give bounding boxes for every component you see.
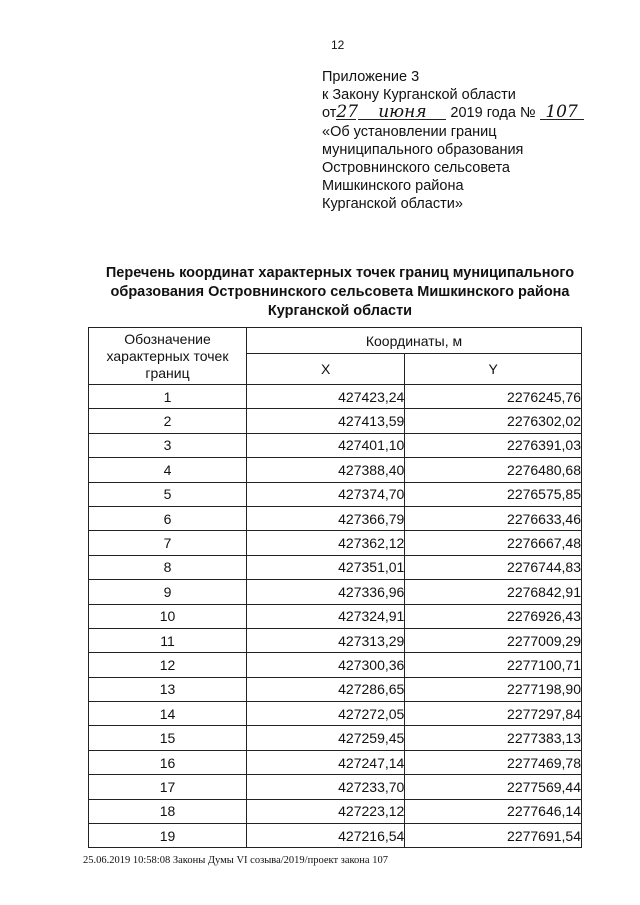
table-row bbox=[89, 409, 582, 433]
table-row bbox=[89, 458, 582, 482]
y-coordinate-cell: 2276667,48 bbox=[405, 531, 582, 555]
header-y: Y bbox=[405, 354, 582, 385]
table-row bbox=[89, 677, 582, 701]
annex-date-line bbox=[322, 104, 584, 122]
y-coordinate-cell: 2276391,03 bbox=[405, 433, 582, 457]
point-number-cell: 19 bbox=[89, 824, 247, 848]
table-row bbox=[89, 604, 582, 628]
x-coordinate-cell: 427247,14 bbox=[247, 750, 405, 774]
table-row bbox=[89, 385, 582, 409]
page-number: 12 bbox=[331, 38, 345, 52]
title-line: Курганской области bbox=[267, 303, 413, 319]
y-coordinate-cell: 2276575,85 bbox=[405, 482, 582, 506]
x-coordinate-cell: 427413,59 bbox=[247, 409, 405, 433]
x-coordinate-cell: 427313,29 bbox=[247, 628, 405, 652]
table-row bbox=[89, 555, 582, 579]
point-number-cell: 7 bbox=[89, 531, 247, 555]
point-number-cell: 15 bbox=[89, 726, 247, 750]
header-coordinates: Координаты, м bbox=[247, 328, 582, 354]
table-row bbox=[89, 775, 582, 799]
x-coordinate-cell: 427216,54 bbox=[247, 824, 405, 848]
y-coordinate-cell: 2276302,02 bbox=[405, 409, 582, 433]
date-year: 2019 года № bbox=[450, 105, 536, 122]
document-title bbox=[60, 264, 620, 321]
x-coordinate-cell: 427233,70 bbox=[247, 775, 405, 799]
table-row bbox=[89, 506, 582, 530]
y-coordinate-cell: 2277100,71 bbox=[405, 653, 582, 677]
point-number-cell: 1 bbox=[89, 385, 247, 409]
law-title-line: муниципального образования bbox=[322, 141, 524, 158]
coordinates-table bbox=[88, 327, 582, 848]
point-number-cell: 4 bbox=[89, 458, 247, 482]
x-coordinate-cell: 427259,45 bbox=[247, 726, 405, 750]
footer-stamp: 25.06.2019 10:58:08 Законы Думы VI созыва/2019/проект закона 107 bbox=[83, 855, 388, 866]
y-coordinate-cell: 2277009,29 bbox=[405, 628, 582, 652]
table-row bbox=[89, 799, 582, 823]
y-coordinate-cell: 2277691,54 bbox=[405, 824, 582, 848]
y-coordinate-cell: 2277198,90 bbox=[405, 677, 582, 701]
y-coordinate-cell: 2277646,14 bbox=[405, 799, 582, 823]
point-number-cell: 2 bbox=[89, 409, 247, 433]
y-coordinate-cell: 2277383,13 bbox=[405, 726, 582, 750]
table-row bbox=[89, 433, 582, 457]
table-row bbox=[89, 824, 582, 848]
x-coordinate-cell: 427401,10 bbox=[247, 433, 405, 457]
table-row bbox=[89, 750, 582, 774]
point-number-cell: 14 bbox=[89, 702, 247, 726]
title-line: Перечень координат характерных точек границ муниципального bbox=[105, 265, 575, 281]
title-line: образования Островнинского сельсовета Мишкинского района bbox=[110, 284, 570, 300]
point-number-cell: 12 bbox=[89, 653, 247, 677]
table-body bbox=[89, 385, 582, 848]
annex-title: Приложение 3 bbox=[322, 69, 420, 85]
point-number-cell: 13 bbox=[89, 677, 247, 701]
y-coordinate-cell: 2276480,68 bbox=[405, 458, 582, 482]
x-coordinate-cell: 427351,01 bbox=[247, 555, 405, 579]
y-coordinate-cell: 2277469,78 bbox=[405, 750, 582, 774]
table-row bbox=[89, 702, 582, 726]
y-coordinate-cell: 2277569,44 bbox=[405, 775, 582, 799]
point-number-cell: 8 bbox=[89, 555, 247, 579]
table-row bbox=[89, 653, 582, 677]
handwritten-day: 27 bbox=[336, 102, 359, 123]
x-coordinate-cell: 427286,65 bbox=[247, 677, 405, 701]
table-row bbox=[89, 580, 582, 604]
y-coordinate-cell: 2276842,91 bbox=[405, 580, 582, 604]
x-coordinate-cell: 427272,05 bbox=[247, 702, 405, 726]
y-coordinate-cell: 2276245,76 bbox=[405, 385, 582, 409]
x-coordinate-cell: 427300,36 bbox=[247, 653, 405, 677]
x-coordinate-cell: 427362,12 bbox=[247, 531, 405, 555]
point-number-cell: 3 bbox=[89, 433, 247, 457]
point-number-cell: 5 bbox=[89, 482, 247, 506]
point-number-cell: 6 bbox=[89, 506, 247, 530]
y-coordinate-cell: 2276744,83 bbox=[405, 555, 582, 579]
point-number-cell: 10 bbox=[89, 604, 247, 628]
handwritten-law-number: 107 bbox=[540, 105, 584, 120]
annex-law-ref: к Закону Курганской области bbox=[322, 87, 516, 104]
y-coordinate-cell: 2277297,84 bbox=[405, 702, 582, 726]
annex-block bbox=[322, 68, 584, 214]
point-number-cell: 17 bbox=[89, 775, 247, 799]
date-prefix: от bbox=[322, 105, 337, 122]
x-coordinate-cell: 427374,70 bbox=[247, 482, 405, 506]
table-row bbox=[89, 531, 582, 555]
x-coordinate-cell: 427336,96 bbox=[247, 580, 405, 604]
table-row bbox=[89, 726, 582, 750]
x-coordinate-cell: 427423,24 bbox=[247, 385, 405, 409]
table-row bbox=[89, 482, 582, 506]
handwritten-month: июня bbox=[358, 105, 446, 120]
table-row bbox=[89, 628, 582, 652]
x-coordinate-cell: 427388,40 bbox=[247, 458, 405, 482]
law-title-line: Мишкинского района bbox=[322, 178, 464, 195]
point-number-cell: 9 bbox=[89, 580, 247, 604]
header-point: Обозначение характерных точек границ bbox=[89, 328, 247, 385]
x-coordinate-cell: 427324,91 bbox=[247, 604, 405, 628]
x-coordinate-cell: 427366,79 bbox=[247, 506, 405, 530]
law-title-line: Островнинского сельсовета bbox=[322, 160, 510, 177]
y-coordinate-cell: 2276926,43 bbox=[405, 604, 582, 628]
point-number-cell: 11 bbox=[89, 628, 247, 652]
law-title-line: «Об установлении границ bbox=[322, 123, 497, 140]
y-coordinate-cell: 2276633,46 bbox=[405, 506, 582, 530]
point-number-cell: 16 bbox=[89, 750, 247, 774]
header-x: X bbox=[247, 354, 405, 385]
law-title-line: Курганской области» bbox=[322, 196, 463, 213]
x-coordinate-cell: 427223,12 bbox=[247, 799, 405, 823]
point-number-cell: 18 bbox=[89, 799, 247, 823]
